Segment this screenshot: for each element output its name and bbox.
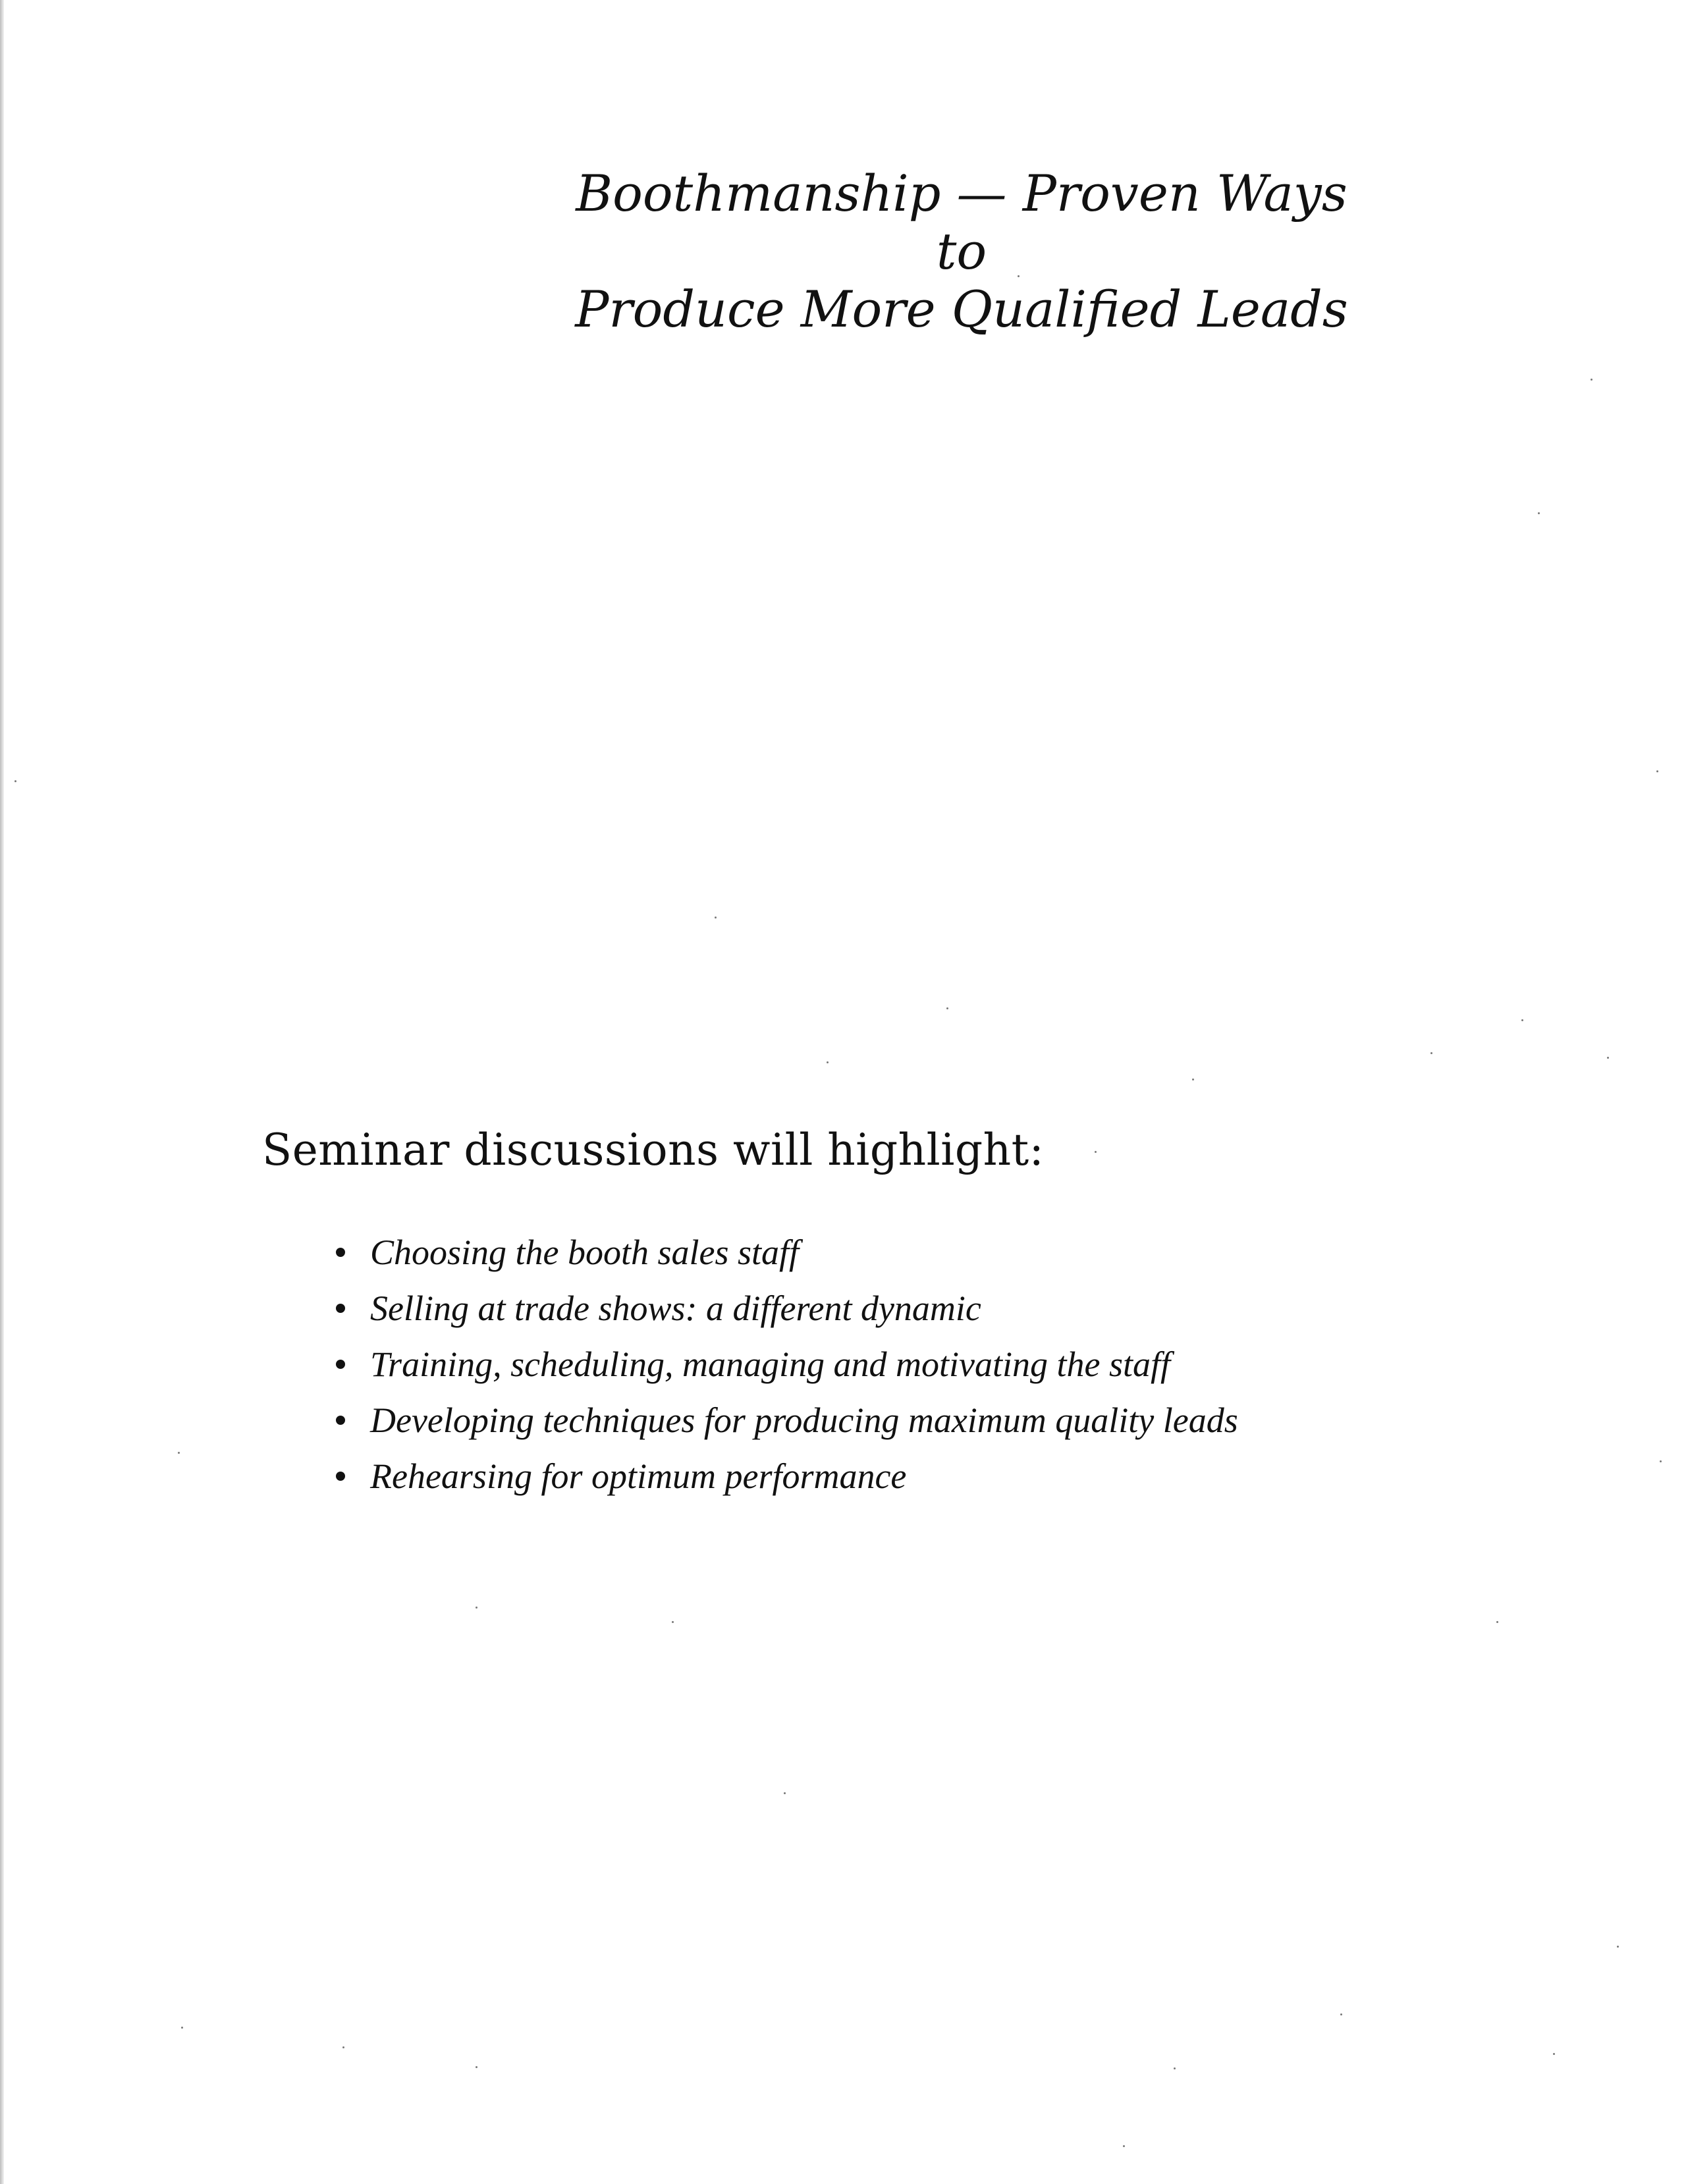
scan-speck xyxy=(784,1792,786,1794)
scan-speck xyxy=(476,2066,477,2068)
list-item xyxy=(336,1337,1238,1393)
topic-list xyxy=(336,1225,1238,1505)
scan-speck xyxy=(1095,1151,1097,1153)
bullet-icon xyxy=(336,1416,345,1425)
topic-text: Choosing the booth sales staff xyxy=(370,1233,800,1272)
bullet-icon xyxy=(336,1472,345,1481)
scan-speck xyxy=(181,2027,183,2029)
document-title xyxy=(540,165,1383,338)
scan-speck xyxy=(1617,1946,1619,1948)
topic-text: Rehearsing for optimum performance xyxy=(370,1456,907,1496)
scan-speck xyxy=(1430,1052,1432,1054)
scan-speck xyxy=(1496,1621,1498,1623)
title-line-2: to xyxy=(936,222,987,280)
list-item xyxy=(336,1393,1238,1449)
topic-text: Training, scheduling, managing and motivating the staff xyxy=(370,1345,1170,1384)
scan-speck xyxy=(342,2046,344,2048)
scan-speck xyxy=(1660,1460,1662,1462)
scan-speck xyxy=(1553,2053,1555,2055)
scan-speck xyxy=(476,1607,477,1609)
scan-speck xyxy=(1340,2013,1342,2015)
title-line-1: Boothmanship — Proven Ways xyxy=(576,164,1348,223)
scan-speck xyxy=(1192,1079,1194,1080)
scan-speck xyxy=(1538,512,1540,514)
scan-speck xyxy=(1174,2067,1176,2069)
bullet-icon xyxy=(336,1304,345,1313)
scan-speck xyxy=(14,780,16,782)
list-item xyxy=(336,1449,1238,1505)
scan-speck xyxy=(178,1452,180,1454)
topic-text: Developing techniques for producing maximum quality leads xyxy=(370,1400,1238,1440)
scan-speck xyxy=(827,1061,829,1063)
page-left-edge xyxy=(0,0,4,2184)
bullet-icon xyxy=(336,1360,345,1369)
scan-speck xyxy=(1018,275,1020,277)
scan-speck xyxy=(946,1007,948,1009)
scan-speck xyxy=(1656,770,1658,772)
scan-speck xyxy=(1123,2145,1125,2147)
scan-speck xyxy=(1521,1019,1523,1021)
title-line-3: Produce More Qualified Leads xyxy=(575,280,1348,338)
section-heading: Seminar discussions will highlight: xyxy=(262,1125,1045,1175)
bullet-icon xyxy=(336,1248,345,1257)
list-item xyxy=(336,1281,1238,1337)
scan-speck xyxy=(672,1621,674,1623)
scan-speck xyxy=(1591,379,1593,381)
list-item xyxy=(336,1225,1238,1281)
topic-text: Selling at trade shows: a different dynamic xyxy=(370,1289,981,1328)
scan-speck xyxy=(1607,1057,1609,1059)
scan-speck xyxy=(715,917,717,919)
